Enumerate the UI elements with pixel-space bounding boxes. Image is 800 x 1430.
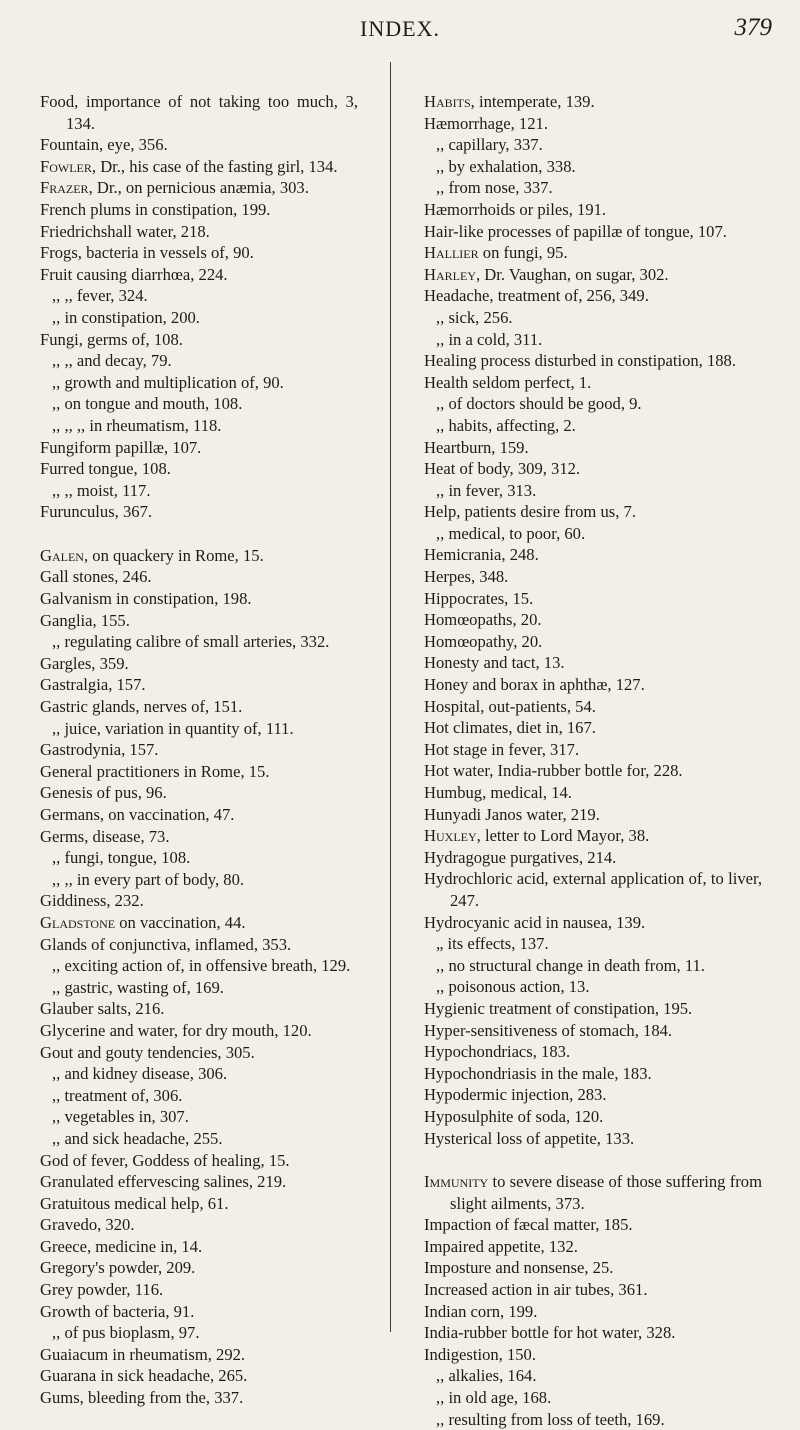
index-entry-text: Gout and gouty tendencies, 305. [40,1042,255,1062]
index-entry-text: Genesis of pus, 96. [40,783,167,803]
index-entry [40,1236,358,1258]
index-entry-text: , Dr., his case of the fasting girl, 134. [91,156,338,176]
index-entry [424,1279,762,1301]
index-entry-text: Heat of body, 309, 312. [424,459,581,479]
index-entry-text: Hemicrania, 248. [424,545,539,565]
index-subentry [40,1322,358,1344]
index-subentry [424,393,762,415]
index-subentry [424,480,762,502]
index-subentry [424,177,762,199]
index-entry [40,458,358,480]
index-subentry [40,977,358,999]
index-entry-text: Indigestion, 150. [424,1344,536,1364]
index-subentry [40,631,358,653]
index-entry-name: Frazer [40,178,89,198]
index-entry-text: Headache, treatment of, 256, 349. [424,286,649,306]
index-entry-text: ,, gastric, wasting of, 169. [52,977,224,997]
index-entry-text: Furred tongue, 108. [40,459,171,479]
index-subentry [424,523,762,545]
index-entry-text: , letter to Lord Mayor, 38. [476,826,650,846]
index-entry [40,934,358,956]
index-entry-text: Food, importance of not taking too much, 3, 134. [40,92,358,133]
index-entry-text: ,, in a cold, 311. [436,329,543,349]
index-subentry [424,329,762,351]
index-entry-text: Gastrodynia, 157. [40,740,159,760]
index-subentry [40,1085,358,1107]
index-entry [40,545,358,567]
index-entry-text: Hunyadi Janos water, 219. [424,804,600,824]
index-entry [424,285,762,307]
index-entry-text: Germs, disease, 73. [40,826,170,846]
index-entry [424,458,762,480]
index-entry [40,91,358,134]
index-entry [40,610,358,632]
index-entry-text: Gums, bleeding from the, 337. [40,1388,244,1408]
index-entry-text: Fruit causing diarrhœa, 224. [40,264,228,284]
index-entry-name: Fowler [40,156,92,176]
index-entry-text: Hydrochloric acid, external application of, to liver, 247. [424,869,762,910]
index-entry [40,242,358,264]
index-entry-text: Fungi, germs of, 108. [40,329,183,349]
index-entry [424,501,762,523]
index-entry-text: „ its effects, 137. [436,934,549,954]
index-entry-text: Hyposulphite of soda, 120. [424,1106,604,1126]
index-entry [40,890,358,912]
index-entry-text: ,, poisonous action, 13. [436,977,590,997]
index-entry [40,1042,358,1064]
index-entry [424,264,762,286]
index-entry-text: ,, vegetables in, 307. [52,1107,189,1127]
index-entry [424,1106,762,1128]
index-entry-text: ,, and kidney disease, 306. [52,1064,228,1084]
index-entry [40,998,358,1020]
index-entry [424,912,762,934]
index-entry [424,1322,762,1344]
index-entry [40,588,358,610]
index-entry [424,566,762,588]
index-subentry [424,1409,762,1430]
index-entry-text: Hæmorrhoids or piles, 191. [424,199,607,219]
index-subentry [424,1365,762,1387]
index-entry-text: Furunculus, 367. [40,502,153,522]
index-entry-text: ,, ,, moist, 117. [52,480,151,500]
index-entry-text: Increased action in air tubes, 361. [424,1280,648,1300]
index-entry [424,437,762,459]
index-entry-text: ,, on tongue and mouth, 108. [52,394,243,414]
index-subentry [40,869,358,891]
index-entry [424,847,762,869]
index-entry-text: French plums in constipation, 199. [40,199,271,219]
index-entry-text: Gratuitous medical help, 61. [40,1193,229,1213]
index-subentry [424,156,762,178]
index-subentry [40,1128,358,1150]
index-entry [424,868,762,911]
index-entry [424,242,762,264]
index-entry-name: Galen [40,545,84,565]
index-subentry [40,1106,358,1128]
index-entry-text: Honey and borax in aphthæ, 127. [424,675,645,695]
index-entry-text: Guarana in sick headache, 265. [40,1366,248,1386]
index-entry [424,91,762,113]
index-entry [424,1257,762,1279]
index-entry-text: , on quackery in Rome, 15. [83,545,264,565]
index-entry-text: Impaired appetite, 132. [424,1236,578,1256]
index-entry-text: on fungi, 95. [478,243,568,263]
index-entry [40,177,358,199]
index-entry [424,199,762,221]
index-entry-text: ,, and sick headache, 255. [52,1128,223,1148]
index-subentry [40,480,358,502]
index-entry [424,544,762,566]
index-entry-text: Hypochondriasis in the male, 183. [424,1063,652,1083]
index-entry-text: Hypochondriacs, 183. [424,1042,571,1062]
index-entry-text: Hæmorrhage, 121. [424,113,548,133]
index-entry-text: Frogs, bacteria in vessels of, 90. [40,243,254,263]
index-entry-text: Imposture and nonsense, 25. [424,1258,614,1278]
index-entry-text: ,, juice, variation in quantity of, 111. [52,718,294,738]
index-subentry [40,955,358,977]
index-entry-text: Impaction of fæcal matter, 185. [424,1215,633,1235]
index-entry-text: ,, regulating calibre of small arteries, 332. [52,632,330,652]
index-entry-text: ,, ,, in every part of body, 80. [52,869,245,889]
index-entry-text: Herpes, 348. [424,567,509,587]
index-subentry [424,933,762,955]
index-entry [424,1084,762,1106]
index-entry [40,1150,358,1172]
index-entry-text: Hot climates, diet in, 167. [424,718,596,738]
index-entry-text: to severe disease of those suffering from slight ailments, 373. [450,1172,762,1213]
index-entry [424,1301,762,1323]
index-subentry [424,134,762,156]
index-entry-text: ,, ,, and decay, 79. [52,351,172,371]
index-entry-text: ,, resulting from loss of teeth, 169. [436,1409,665,1429]
index-entry [40,134,358,156]
index-entry-text: ,, sick, 256. [436,307,513,327]
index-entry-text: Gastralgia, 157. [40,675,146,695]
index-entry-text: ,, fungi, tongue, 108. [52,848,191,868]
page-header [0,8,800,48]
index-entry [424,1041,762,1063]
index-entry-text: ,, medical, to poor, 60. [436,523,586,543]
index-entry [40,221,358,243]
index-entry-text: Healing process disturbed in constipation, 188. [424,351,736,371]
index-entry-name: Hallier [424,243,479,263]
column-divider [390,62,391,1332]
index-entry [40,1257,358,1279]
index-entry [40,329,358,351]
index-entry [40,782,358,804]
index-subentry [424,1387,762,1409]
index-entry [40,156,358,178]
index-entry-text: Gall stones, 246. [40,567,152,587]
index-entry-text: Guaiacum in rheumatism, 292. [40,1344,246,1364]
index-entry [40,1301,358,1323]
index-entry-text: Hot water, India-rubber bottle for, 228. [424,761,683,781]
index-entry-text: ,, ,, ,, in rheumatism, 118. [52,415,222,435]
index-entry-text: ,, growth and multiplication of, 90. [52,372,284,392]
index-entry-text: ,, alkalies, 164. [436,1366,537,1386]
index-entry-name: Habits [424,92,471,111]
index-entry-text: ,, from nose, 337. [436,178,553,198]
index-entry-text: ,, of pus bioplasm, 97. [52,1323,200,1343]
index-subentry [40,847,358,869]
index-entry-text: ,, by exhalation, 338. [436,156,576,176]
index-entry-text: Hysterical loss of appetite, 133. [424,1128,635,1148]
index-entry [424,372,762,394]
index-entry [424,739,762,761]
index-entry-text: Glands of conjunctiva, inflamed, 353. [40,934,292,954]
index-entry [40,761,358,783]
index-entry [40,804,358,826]
index-entry-text: , Dr. Vaughan, on sugar, 302. [475,264,669,284]
index-entry-name: Immunity [424,1172,489,1192]
index-entry-text: Gastric glands, nerves of, 151. [40,697,243,717]
index-entry-text: Hippocrates, 15. [424,588,534,608]
index-entry-text: Hydragogue purgatives, 214. [424,847,617,867]
index-entry [424,1171,762,1214]
index-entry [40,696,358,718]
index-entry-text: Hospital, out-patients, 54. [424,696,596,716]
page-title: INDEX. [360,16,440,41]
index-entry-text: Fungiform papillæ, 107. [40,437,202,457]
index-entry-text: ,, of doctors should be good, 9. [436,394,642,414]
index-entry-text: Gregory's powder, 209. [40,1258,196,1278]
index-entry [424,221,762,243]
index-entry-text: Honesty and tact, 13. [424,653,565,673]
index-entry [424,631,762,653]
index-entry [40,264,358,286]
index-entry [40,826,358,848]
index-entry [424,782,762,804]
index-entry-text: ,, ,, fever, 324. [52,286,148,306]
index-subentry [40,415,358,437]
index-entry-text: Galvanism in constipation, 198. [40,589,252,609]
index-entry-text: Hair-like processes of papillæ of tongue, 107. [424,221,727,241]
index-entry [424,696,762,718]
index-entry [424,1128,762,1150]
index-entry [424,609,762,631]
index-entry-text: ,, treatment of, 306. [52,1085,183,1105]
index-entry [424,717,762,739]
index-entry-text: Growth of bacteria, 91. [40,1301,195,1321]
index-entry-name: Huxley [424,826,477,846]
index-entry [40,1171,358,1193]
index-entry [40,1193,358,1215]
index-entry [40,501,358,523]
index-entry-text: Friedrichshall water, 218. [40,221,210,241]
index-entry-text: Germans, on vaccination, 47. [40,805,235,824]
index-entry [40,1279,358,1301]
index-entry-text: , intemperate, 139. [470,92,595,111]
index-entry-text: Help, patients desire from us, 7. [424,502,636,522]
index-subentry [424,415,762,437]
index-entry-text: Greece, medicine in, 14. [40,1236,203,1256]
index-entry-text: ,, capillary, 337. [436,135,543,155]
index-subentry [40,372,358,394]
index-entry-text: Fountain, eye, 356. [40,135,168,155]
index-entry-text: General practitioners in Rome, 15. [40,761,270,781]
index-entry [40,1344,358,1366]
index-entry-text: ,, in fever, 313. [436,480,537,500]
index-entry [424,113,762,135]
index-entry-text: Homœopathy, 20. [424,631,543,651]
index-entry-text: Glauber salts, 216. [40,999,165,1019]
index-entry-name: Harley [424,264,476,284]
index-entry [40,739,358,761]
index-entry [424,804,762,826]
index-entry [424,1236,762,1258]
index-entry [40,653,358,675]
index-entry-text: Health seldom perfect, 1. [424,372,592,392]
index-subentry [40,393,358,415]
index-subentry [40,307,358,329]
index-entry-text: ,, exciting action of, in offensive breath, 129. [52,956,351,976]
index-entry-text: Hot stage in fever, 317. [424,739,580,759]
index-column-right [424,91,762,1430]
index-entry-text: Hyper-sensitiveness of stomach, 184. [424,1020,673,1040]
index-subentry [424,307,762,329]
index-entry-text: Heartburn, 159. [424,437,529,457]
index-entry-text: Homœopaths, 20. [424,610,542,630]
index-subentry [40,718,358,740]
index-entry-text: Gargles, 359. [40,653,129,673]
index-subentry [40,285,358,307]
index-entry-text: Giddiness, 232. [40,891,144,911]
index-subentry [424,976,762,998]
index-entry-text: Hydrocyanic acid in nausea, 139. [424,912,646,932]
index-entry [424,1020,762,1042]
index-entry-text: ,, no structural change in death from, 11. [436,955,705,975]
index-entry [424,825,762,847]
index-subentry [424,955,762,977]
index-entry [424,1214,762,1236]
index-entry [424,350,762,372]
index-entry [40,1387,358,1409]
index-entry [424,1063,762,1085]
index-entry [40,1365,358,1387]
index-entry-text: Hygienic treatment of constipation, 195. [424,998,693,1018]
index-entry [40,437,358,459]
index-entry-text: Glycerine and water, for dry mouth, 120. [40,1020,312,1040]
index-entry-text: God of fever, Goddess of healing, 15. [40,1150,290,1170]
index-entry-text: ,, in old age, 168. [436,1388,552,1408]
index-entry [424,760,762,782]
index-entry-text: Grey powder, 116. [40,1280,164,1300]
index-entry-text: Indian corn, 199. [424,1301,538,1321]
index-entry [424,1344,762,1366]
index-entry-text: ,, in constipation, 200. [52,307,200,327]
index-entry-text: ,, habits, affecting, 2. [436,415,576,435]
index-entry [424,652,762,674]
index-entry-text: on vaccination, 44. [115,912,246,932]
index-entry-text: Humbug, medical, 14. [424,783,572,802]
index-subentry [40,350,358,372]
index-entry-text: Gravedo, 320. [40,1215,135,1235]
index-entry-name: Gladstone [40,912,116,932]
index-entry-text: Hypodermic injection, 283. [424,1085,607,1105]
index-entry-text: Ganglia, 155. [40,610,130,630]
index-entry [40,1214,358,1236]
index-entry [424,588,762,610]
index-entry [424,674,762,696]
index-entry [40,912,358,934]
index-entry [40,1020,358,1042]
index-entry-text: India-rubber bottle for hot water, 328. [424,1323,676,1343]
index-entry [40,674,358,696]
index-subentry [40,1063,358,1085]
index-column-left [40,91,358,1409]
index-entry [40,199,358,221]
page-number: 379 [734,14,772,41]
index-entry-text: Granulated effervescing salines, 219. [40,1172,287,1192]
index-entry [40,566,358,588]
index-entry [424,998,762,1020]
index-entry-text: , Dr., on pernicious anæmia, 303. [88,178,309,198]
